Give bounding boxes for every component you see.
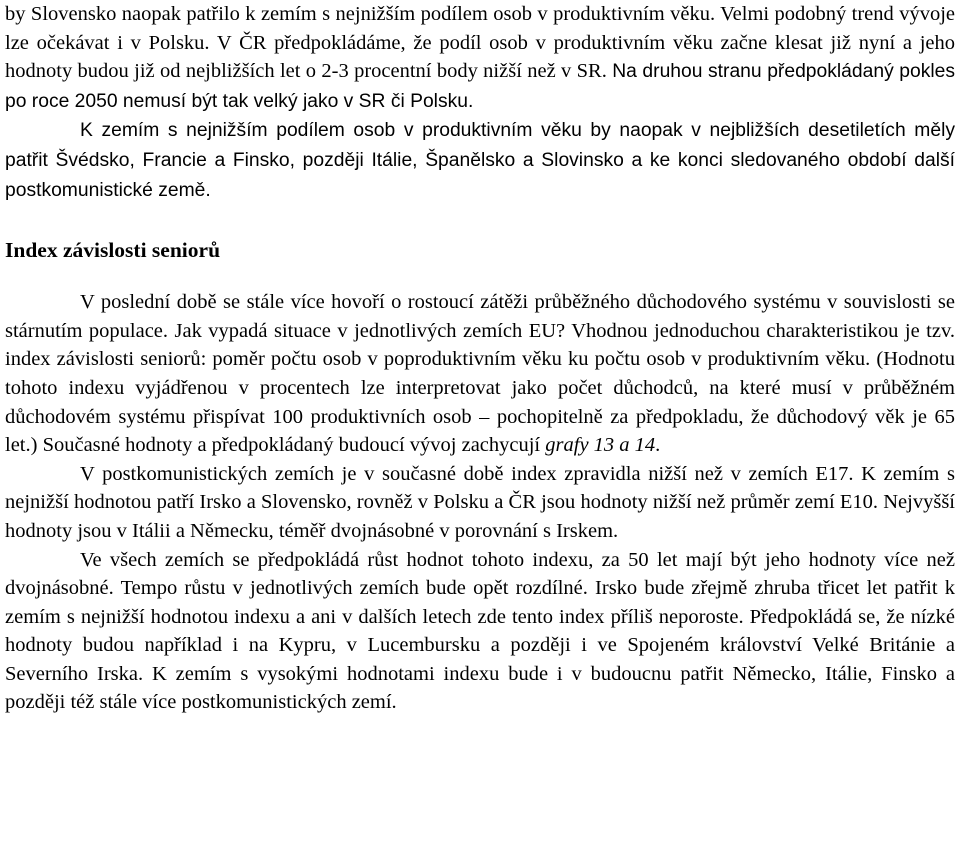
paragraph-growth: Ve všech zemích se předpokládá růst hodnot tohoto indexu, za 50 let mají být jeho hodnoty více než dvojnásobné. Tempo růstu v jednotlivých zemích bude opět rozdílné. Irsko bude zřejmě zhruba třicet let patřit k zemím s nejnižší hodnotou indexu a ani v dalších letech zde tento index příliš neporoste. Předpokládá se, že nízké hodnoty budou například i na Kypru, v Lucembursku a později i ve Spojeném království Velké Británie a Severního Irska. K zemím s vysokými hodnotami indexu bude i v budoucnu patřit Německo, Itálie, Finsko a později též stále více postkomunistických zemí. xyxy=(5,548,955,714)
figure-reference: grafy 13 a 14 xyxy=(545,434,656,457)
paragraph-end: . xyxy=(655,434,661,457)
paragraph-continued xyxy=(5,0,955,116)
paragraph-countries-lowest xyxy=(5,116,955,205)
paragraph-text: by Slovensko naopak patřilo k zemím s nejnižším podílem osob v produktivním věku. Velmi podobný trend vývoje lze očekávat i v Polsku. V ČR předpokládáme, že podíl osob v produktivním věku začne klesat již nyní a jeho hodnoty budou již od nejbližších let o 2-3 procentní body nižší než v SR. xyxy=(5,3,955,83)
paragraph-text-sans: Na druhou stranu předpokládaný pokles po roce 2050 nemusí být tak velký jako v SR či Polsku. xyxy=(5,61,956,112)
paragraph-text-sans: K zemím s nejnižším podílem osob v produktivním věku by naopak v nejbližších desetiletích měly patřit Švédsko, Francie a Finsko, později Itálie, Španělsko a Slovinsko a ke konci sledovaného období další postkomunistické země. xyxy=(5,120,955,201)
paragraph-postcommunist: V postkomunistických zemích je v současné době index zpravidla nižší než v zemích E17. K zemím s nejnižší hodnotou patří Irsko a Slovensko, rovněž v Polsku a ČR jsou hodnoty nižší než průměr zemí E10. Nejvyšší hodnoty jsou v Itálii a Německu, téměř dvojnásobné v porovnání s Irskem. xyxy=(5,462,955,542)
section-heading: Index závislosti seniorů xyxy=(5,238,221,263)
paragraph-index-intro xyxy=(5,287,955,460)
paragraph-text: V poslední době se stále více hovoří o rostoucí zátěži průběžného důchodového systému v souvislosti se stárnutím populace. Jak vypadá situace v jednotlivých zemích EU? Vhodnou jednoduchou charakteristikou je tzv. index závislosti seniorů: poměr počtu osob v poproduktivním věku ku počtu osob v produktivním věku. (Hodnotu tohoto indexu vyjádřenou v procentech lze interpretovat jako počet důchodců, na které musí v průběžném důchodovém systému přispívat 100 produktivních osob – pochopitelně za předpokladu, že důchodový věk je 65 let.) Současné hodnoty a předpokládaný budoucí vývoj zachycují xyxy=(5,291,955,457)
